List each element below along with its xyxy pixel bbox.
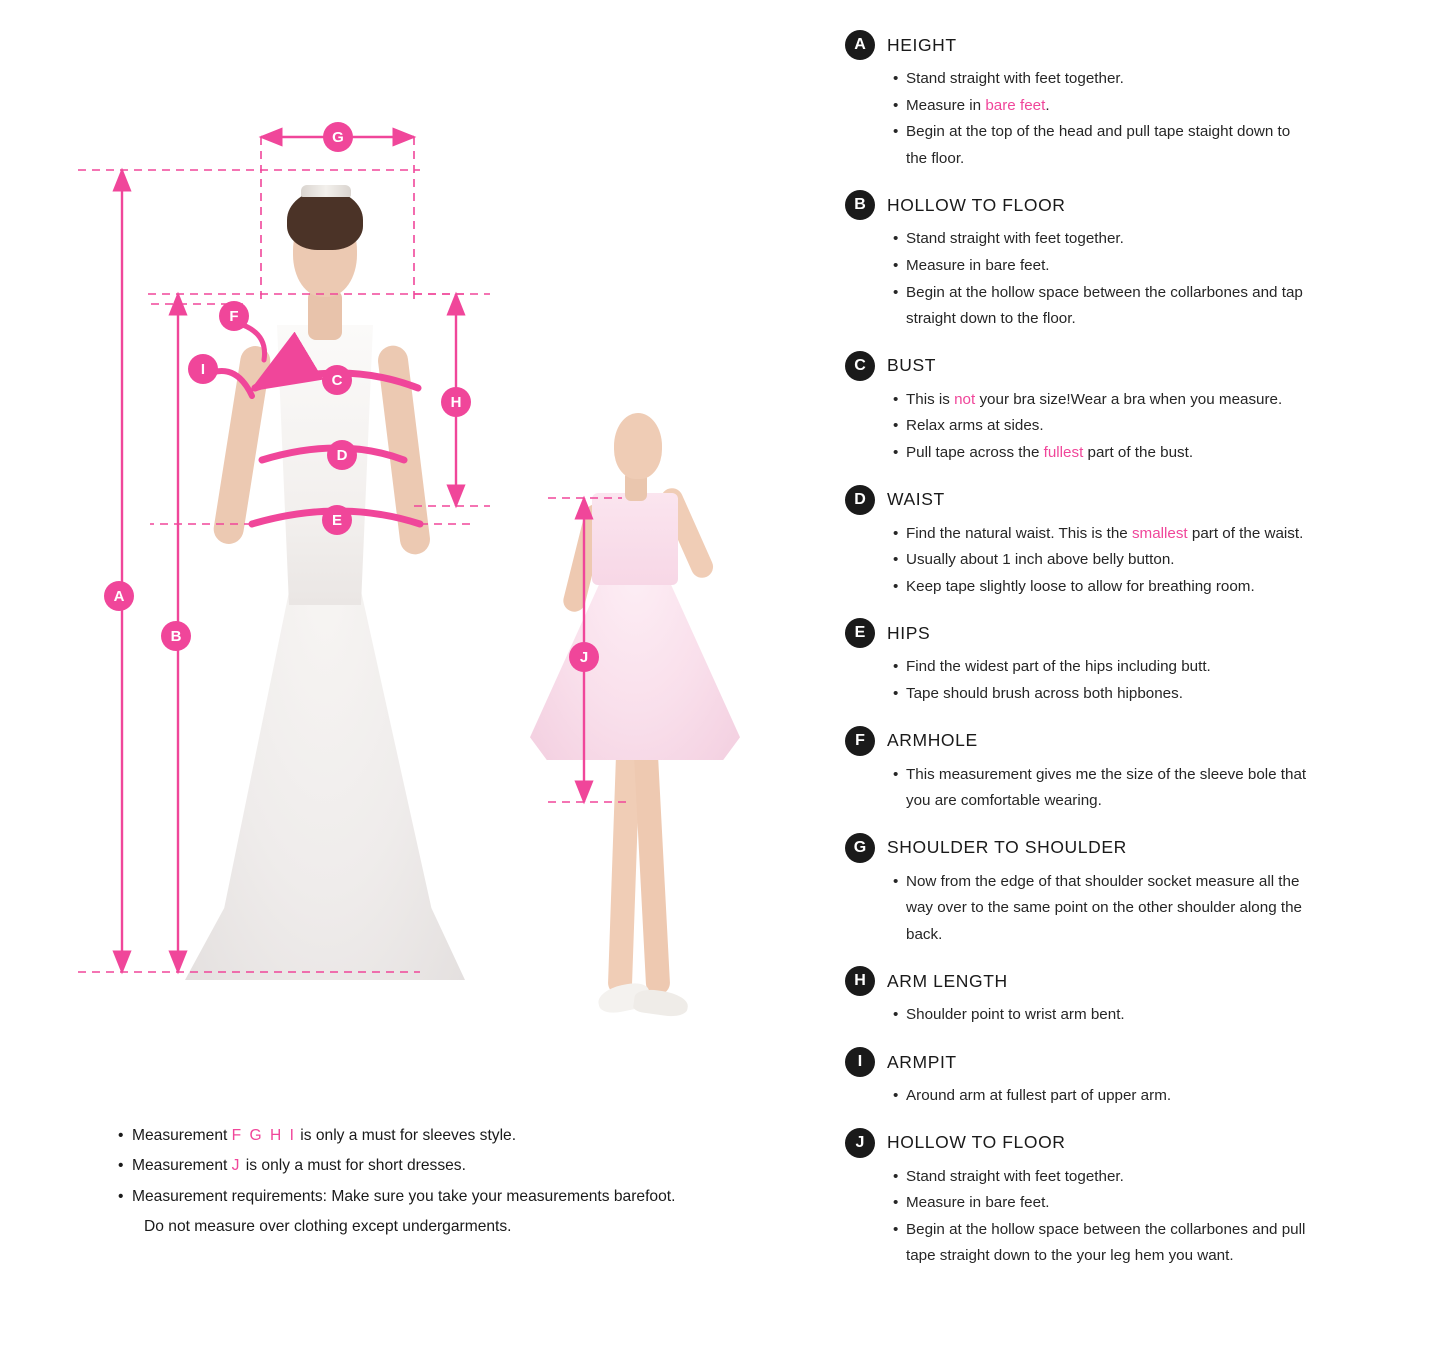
instruction-header [845, 30, 1435, 60]
instruction-header [845, 726, 1435, 756]
badge-b: B [845, 190, 875, 220]
instruction-line: • Measure in bare feet. [893, 253, 1435, 280]
line-tail: part of the bust. [1083, 443, 1194, 461]
instruction-header [845, 190, 1435, 220]
instruction-line: • Begin at the hollow space between the collarbones and tap [893, 280, 1435, 307]
instruction-line-cont: back. [906, 925, 943, 943]
instruction-line-cont: straight down to the floor. [906, 310, 1076, 328]
instruction-line: • Measure in bare feet. [893, 1190, 1435, 1217]
instruction-lines [845, 1083, 1435, 1110]
line-tail: your bra size!Wear a bra when you measure. [975, 390, 1283, 408]
model-hair [287, 190, 363, 250]
instruction-lines [845, 521, 1435, 601]
instruction-line: • Stand straight with feet together. [893, 226, 1435, 253]
instruction-armpit [845, 1047, 1435, 1110]
instruction-lines [845, 869, 1435, 949]
instruction-line: • Begin at the top of the head and pull tape staight down to [893, 119, 1435, 146]
instruction-title: ARM LENGTH [887, 970, 1008, 991]
line-highlight: smallest [1131, 524, 1188, 542]
instruction-line: • Around arm at fullest part of upper arm. [893, 1083, 1435, 1110]
model-right-arm [376, 344, 431, 556]
instruction-line: • Stand straight with feet together. [893, 66, 1435, 93]
note-text-pre: Do not measure over clothing except undergarments. [144, 1218, 512, 1236]
instruction-lines [845, 1002, 1435, 1029]
note-item [118, 1121, 838, 1151]
badge-j: J [845, 1128, 875, 1158]
instruction-hips [845, 618, 1435, 707]
instruction-bust [845, 351, 1435, 467]
note-text-pre: Measurement requirements: Make sure you take your measurements barefoot. [132, 1187, 676, 1205]
short-dress-bodice [592, 493, 678, 585]
instruction-header [845, 485, 1435, 515]
short-model-right-leg [633, 745, 670, 996]
instruction-title: HEIGHT [887, 34, 957, 55]
marker-i: I [188, 354, 218, 384]
instruction-header [845, 833, 1435, 863]
instruction-hollow-to-hem [845, 1128, 1435, 1270]
instruction-line: • Keep tape slightly loose to allow for breathing room. [893, 574, 1435, 601]
long-dress-model-figure [175, 150, 475, 990]
instruction-height [845, 30, 1435, 172]
long-dress-skirt [185, 580, 465, 980]
instruction-line-cont: tape straight down to the your leg hem you want. [906, 1247, 1234, 1265]
instruction-waist [845, 485, 1435, 601]
instruction-line: • Usually about 1 inch above belly button. [893, 547, 1435, 574]
instruction-header [845, 618, 1435, 648]
instruction-lines [845, 387, 1435, 467]
instruction-line [893, 387, 1435, 414]
instruction-arm-length [845, 966, 1435, 1029]
line-tail: part of the waist. [1187, 524, 1304, 542]
instruction-header [845, 1047, 1435, 1077]
short-model-right-shoe [633, 987, 690, 1018]
measurement-notes [78, 1121, 838, 1243]
marker-a: A [104, 581, 134, 611]
instruction-shoulder-to-shoulder [845, 833, 1435, 949]
long-dress-bodice [250, 325, 400, 605]
marker-f: F [219, 301, 249, 331]
badge-c: C [845, 351, 875, 381]
instruction-header [845, 966, 1435, 996]
instruction-line-cont: you are comfortable wearing. [906, 792, 1102, 810]
instruction-line [893, 93, 1435, 120]
line-pre: Measure in [906, 96, 986, 114]
badge-d: D [845, 485, 875, 515]
marker-h: H [441, 387, 471, 417]
line-highlight: fullest [1043, 443, 1084, 461]
instruction-lines [845, 226, 1435, 332]
badge-e: E [845, 618, 875, 648]
instruction-title: BUST [887, 355, 937, 376]
instruction-title: HOLLOW TO FLOOR [887, 1132, 1066, 1153]
instruction-line-cont: way over to the same point on the other shoulder along the [906, 899, 1302, 917]
instruction-lines [845, 762, 1435, 815]
marker-g: G [323, 122, 353, 152]
short-dress-skirt [530, 570, 740, 760]
instruction-hollow-to-floor [845, 190, 1435, 332]
instruction-line: • This measurement gives me the size of the sleeve bole that [893, 762, 1435, 789]
instruction-title: SHOULDER TO SHOULDER [887, 837, 1127, 858]
instructions-panel [845, 30, 1435, 1330]
badge-h: H [845, 966, 875, 996]
note-text-pre: Measurement [132, 1157, 232, 1175]
badge-g: G [845, 833, 875, 863]
marker-d: D [327, 440, 357, 470]
short-dress-model-figure [530, 385, 740, 1055]
model-neck [308, 290, 342, 340]
badge-f: F [845, 726, 875, 756]
line-pre: Find the natural waist. This is the [906, 524, 1132, 542]
note-code: J [231, 1157, 242, 1175]
note-item [118, 1182, 838, 1212]
instruction-line: • Shoulder point to wrist arm bent. [893, 1002, 1435, 1029]
instruction-line: • Begin at the hollow space between the collarbones and pull [893, 1217, 1435, 1244]
marker-j: J [569, 642, 599, 672]
instruction-line [893, 440, 1435, 467]
badge-a: A [845, 30, 875, 60]
instruction-header [845, 1128, 1435, 1158]
marker-c: C [322, 365, 352, 395]
instruction-line: • Stand straight with feet together. [893, 1164, 1435, 1191]
note-text-pre: Measurement [132, 1127, 232, 1144]
line-highlight: bare feet [985, 96, 1046, 114]
instruction-title: ARMHOLE [887, 730, 978, 750]
line-highlight: not [954, 390, 976, 408]
instruction-line: • Now from the edge of that shoulder socket measure all the [893, 869, 1435, 896]
instruction-line: • Tape should brush across both hipbones. [893, 681, 1435, 708]
instruction-line: • Relax arms at sides. [893, 413, 1435, 440]
instruction-line [893, 521, 1435, 548]
instruction-header [845, 351, 1435, 381]
instruction-title: WAIST [887, 489, 945, 510]
short-model-head [614, 413, 662, 479]
tiara-icon [301, 185, 351, 197]
model-left-arm [212, 344, 273, 546]
instruction-title: HIPS [887, 622, 931, 643]
instruction-title: ARMPIT [887, 1051, 957, 1072]
line-pre: Pull tape across the [906, 443, 1044, 461]
instruction-lines [845, 654, 1435, 707]
badge-i: I [845, 1047, 875, 1077]
marker-e: E [322, 505, 352, 535]
instruction-lines [845, 1164, 1435, 1270]
note-text-post: is only a must for short dresses. [241, 1157, 466, 1175]
note-text-post: is only a must for sleeves style. [295, 1127, 517, 1144]
instruction-line-cont: the floor. [906, 149, 965, 167]
note-item [118, 1151, 838, 1181]
note-code: F G H I [231, 1127, 296, 1144]
line-pre: This is [906, 390, 955, 408]
instruction-lines [845, 66, 1435, 172]
line-tail: . [1045, 96, 1050, 114]
instruction-title: HOLLOW TO FLOOR [887, 194, 1066, 215]
instruction-armhole [845, 726, 1435, 815]
instruction-line: • Find the widest part of the hips including butt. [893, 654, 1435, 681]
note-item-continued [118, 1212, 838, 1242]
marker-b: B [161, 621, 191, 651]
